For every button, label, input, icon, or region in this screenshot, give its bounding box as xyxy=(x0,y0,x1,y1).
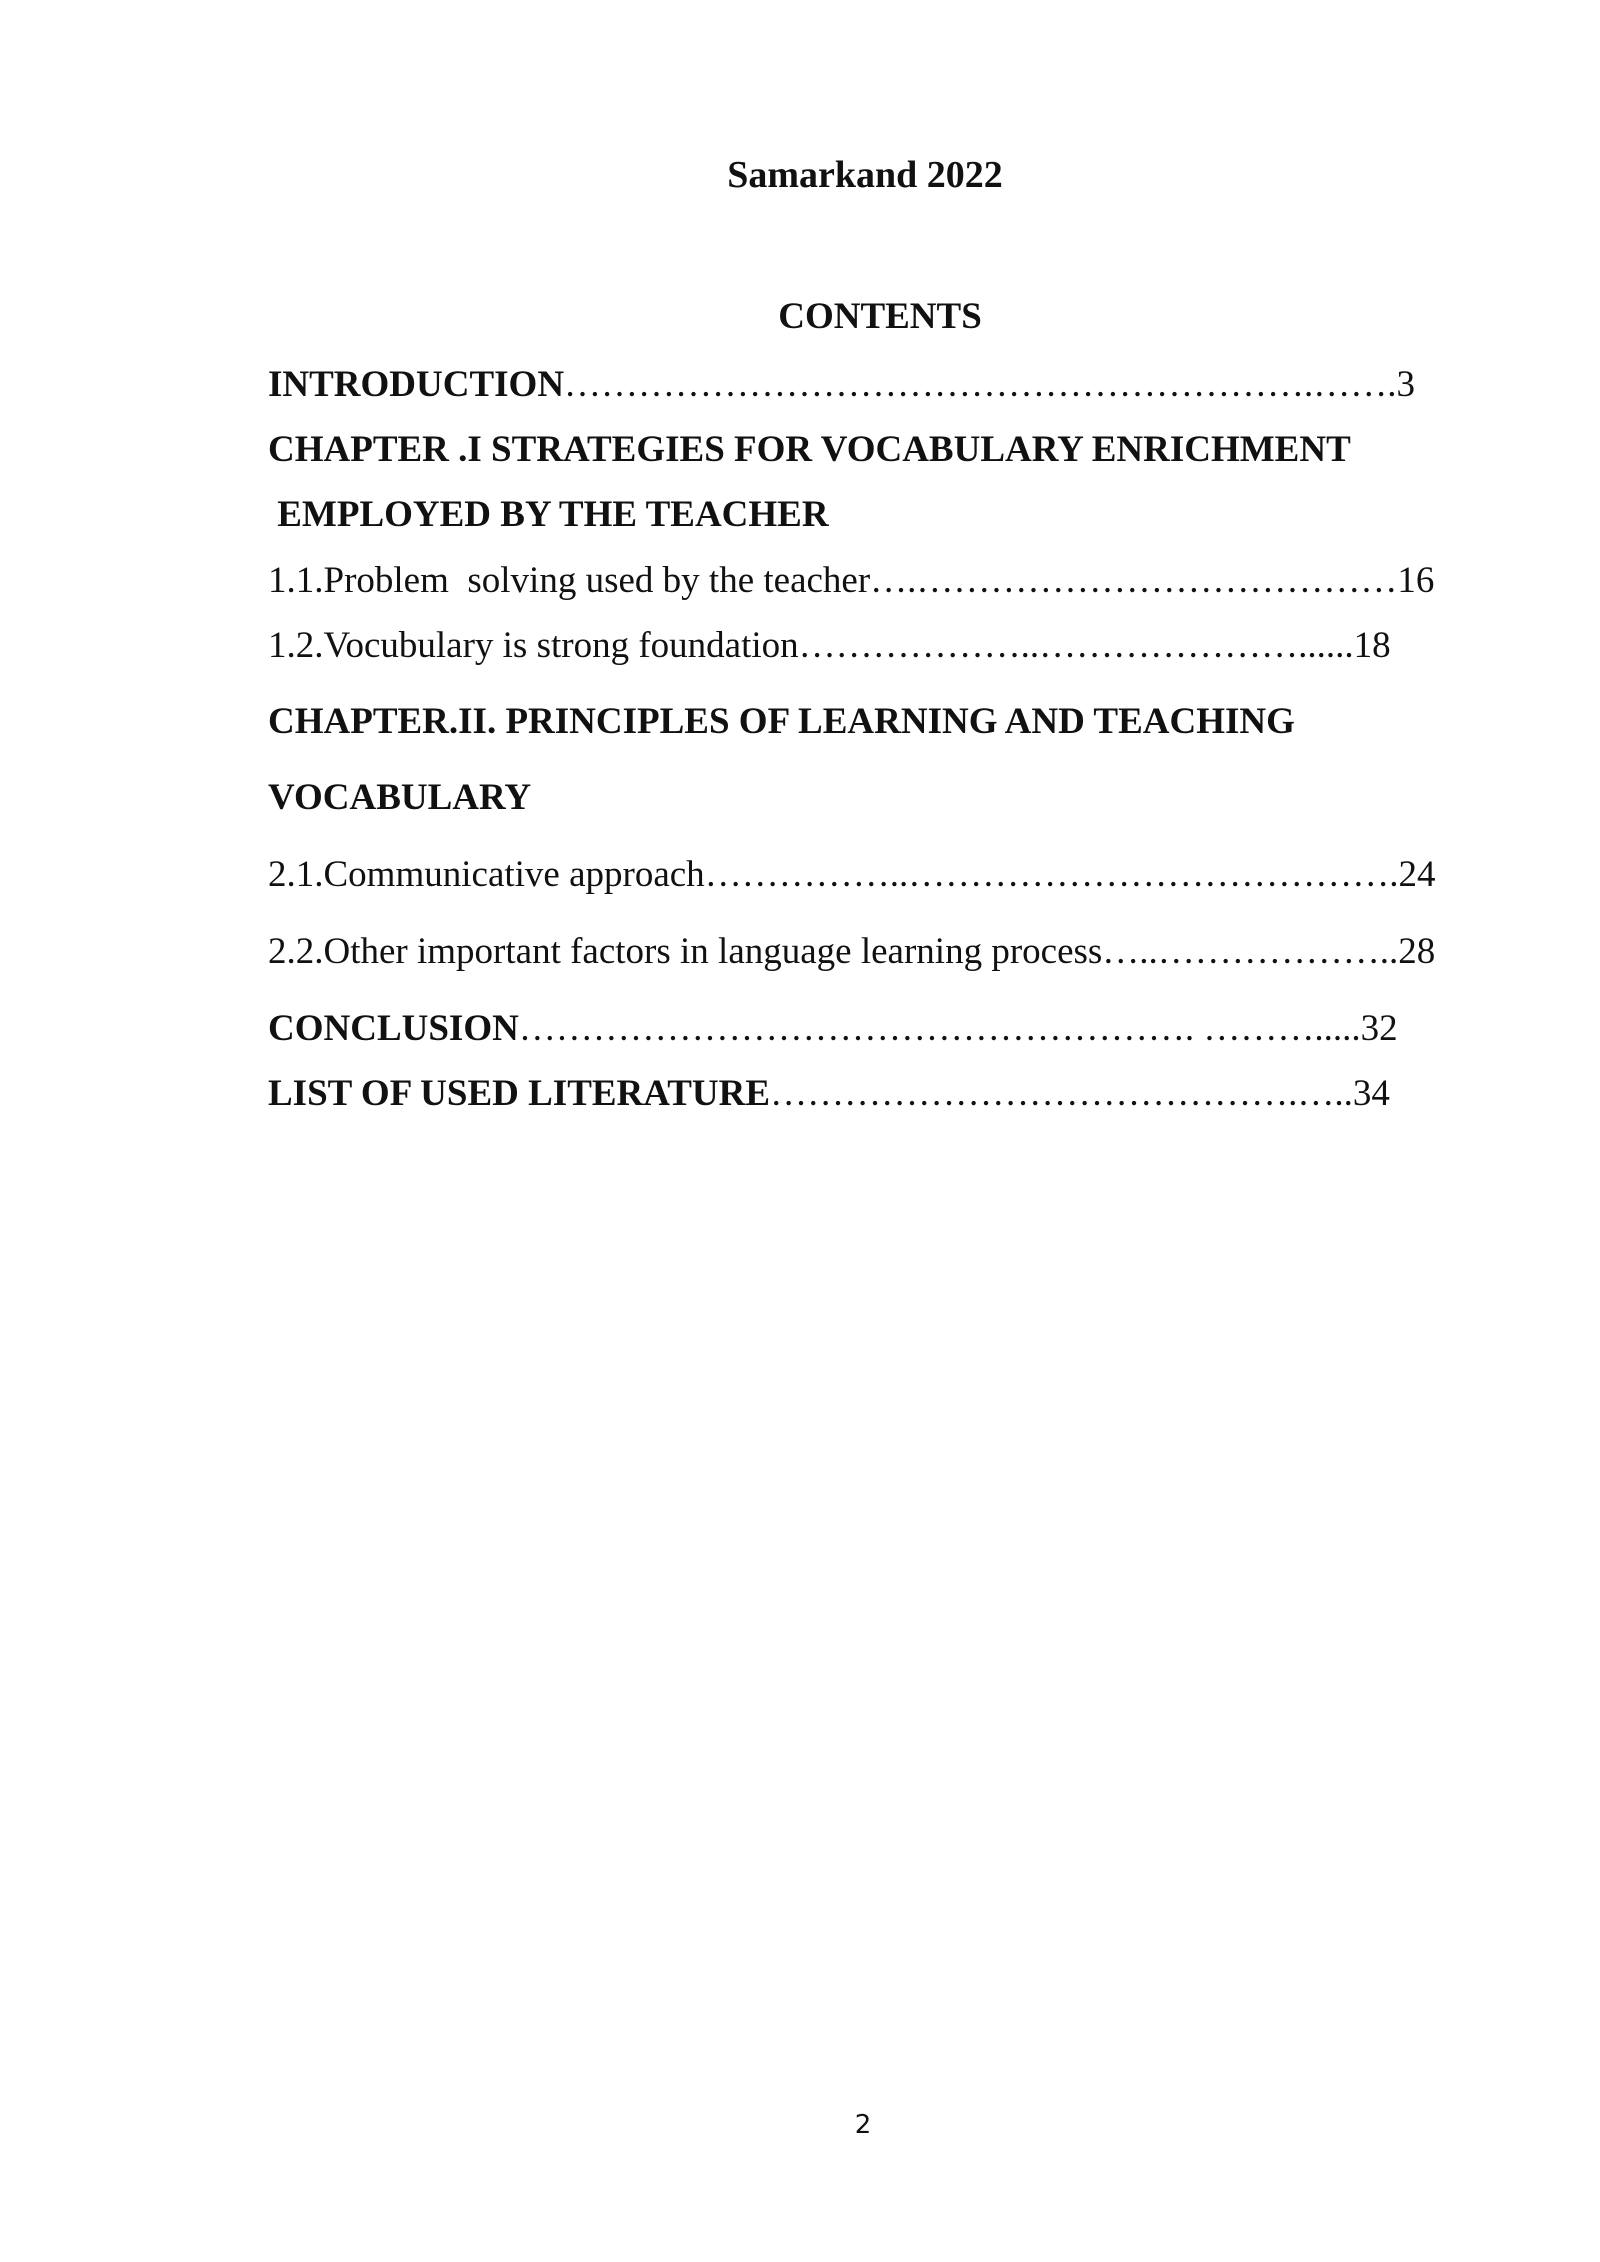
toc-entry-title: 1.1.Problem solving used by the teacher xyxy=(268,560,871,601)
toc-leader: ….………………………………… xyxy=(870,560,1398,601)
toc-leader: …………………………………………………….……. xyxy=(564,364,1397,405)
toc-chapter-1-heading-cont: EMPLOYED BY THE TEACHER xyxy=(268,494,829,535)
toc-entry-conclusion xyxy=(268,1004,1398,1054)
toc-entry-1-1 xyxy=(268,556,1434,606)
toc-entry-2-1 xyxy=(268,850,1435,900)
city-year: Samarkand 2022 xyxy=(727,154,1003,196)
toc-entry-title: 1.2.Vocubulary is strong foundation xyxy=(268,625,799,666)
toc-entry-title: 2.2.Other important factors in language learning process xyxy=(268,931,1103,972)
toc-entry-1-2 xyxy=(268,621,1391,671)
toc-chapter-1-heading: CHAPTER .I STRATEGIES FOR VOCABULARY ENRICHMENT xyxy=(268,429,1351,470)
toc-page-number: 18 xyxy=(1353,625,1391,666)
toc-entry-title: LIST OF USED LITERATURE xyxy=(268,1073,771,1114)
page-number: 2 xyxy=(854,2110,872,2140)
toc-leader: …………………………………….….. xyxy=(770,1073,1353,1114)
toc-chapter-2-heading: CHAPTER.II. PRINCIPLES OF LEARNING AND TEACHING xyxy=(268,701,1295,742)
toc-page-number: 34 xyxy=(1352,1073,1390,1114)
toc-leader: ……………..…………………………………. xyxy=(704,854,1399,895)
toc-entry-title: INTRODUCTION xyxy=(268,364,565,405)
toc-leader: …..……………….. xyxy=(1102,931,1399,972)
toc-entry-introduction xyxy=(268,360,1415,410)
toc-entry-2-2 xyxy=(268,927,1435,977)
toc-page-number: 3 xyxy=(1396,364,1416,405)
toc-chapter-2-heading-cont: VOCABULARY xyxy=(268,777,532,818)
toc-page-number: 32 xyxy=(1360,1008,1398,1049)
toc-entry-title: CONCLUSION xyxy=(268,1008,519,1049)
toc-entry-title: 2.1.Communicative approach xyxy=(268,854,705,895)
toc-leader: ………………………………………………. ………..... xyxy=(518,1008,1361,1049)
toc-page-number: 16 xyxy=(1397,560,1435,601)
toc-page-number: 28 xyxy=(1398,931,1436,972)
toc-leader: ………………..…………………...... xyxy=(798,625,1354,666)
toc-entry-literature xyxy=(268,1069,1390,1119)
contents-title: CONTENTS xyxy=(778,296,982,337)
toc-page-number: 24 xyxy=(1398,854,1436,895)
